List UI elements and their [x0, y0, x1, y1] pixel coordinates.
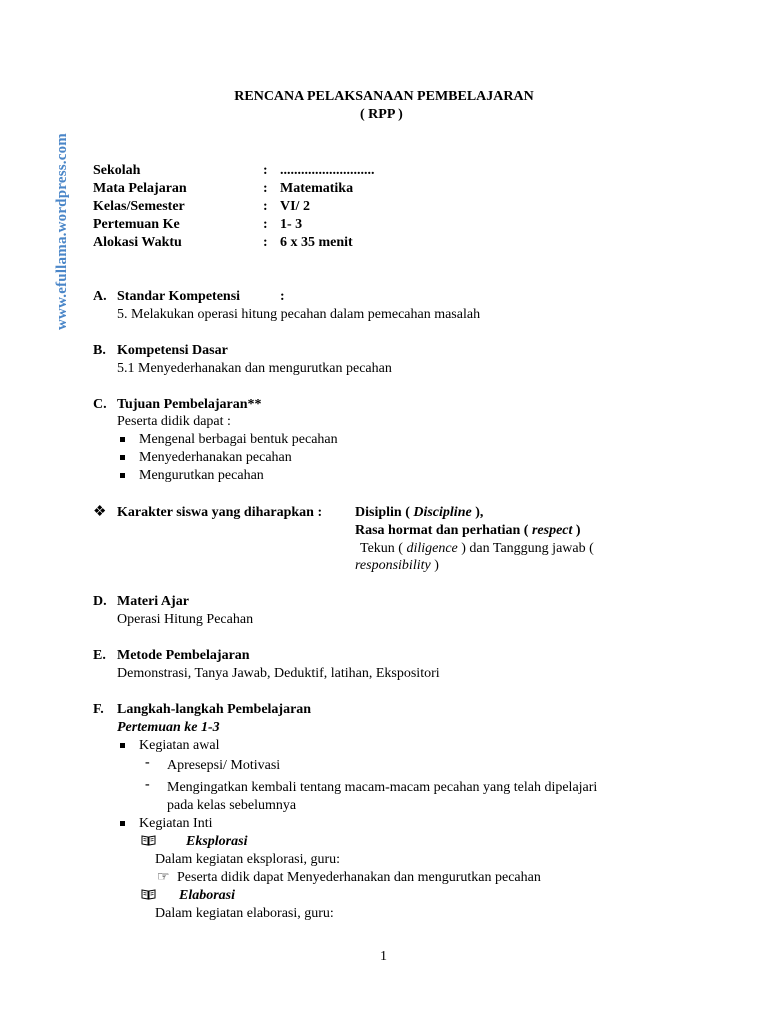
kegiatan-awal: Kegiatan awal	[139, 738, 220, 753]
dash-icon: -	[145, 777, 150, 792]
info-sep: :	[263, 235, 268, 250]
bullet-icon	[120, 473, 125, 478]
info-value: 6 x 35 menit	[280, 235, 353, 250]
karakter-line-2: Rasa hormat dan perhatian ( respect )	[355, 523, 581, 538]
watermark	[10, 95, 70, 335]
open-book-icon	[141, 889, 156, 900]
diamond-bullet-icon: ❖	[93, 504, 107, 520]
info-value: ...........................	[280, 163, 375, 178]
section-d-heading: Materi Ajar	[117, 594, 189, 609]
info-value: 1- 3	[280, 217, 303, 232]
section-e-text: Demonstrasi, Tanya Jawab, Deduktif, latihan, Ekspositori	[117, 666, 440, 681]
section-c-intro: Peserta didik dapat :	[117, 414, 231, 429]
section-b-letter: B.	[93, 343, 106, 358]
section-f-heading: Langkah-langkah Pembelajaran	[117, 702, 312, 717]
info-value: Matematika	[280, 181, 354, 196]
info-sep: :	[263, 199, 268, 214]
section-a-text: 5. Melakukan operasi hitung pecahan dalam pemecahan masalah	[117, 307, 481, 322]
elaborasi-heading: Elaborasi	[179, 888, 236, 903]
bullet-icon	[120, 821, 125, 826]
info-label: Kelas/Semester	[93, 199, 185, 214]
karakter-label: Karakter siswa yang diharapkan :	[117, 505, 323, 520]
bullet-icon	[120, 455, 125, 460]
section-d-text: Operasi Hitung Pecahan	[117, 612, 254, 627]
info-value: VI/ 2	[280, 199, 310, 214]
karakter-line-1: Disiplin ( Discipline ),	[355, 505, 484, 520]
info-sep: :	[263, 163, 268, 178]
elaborasi-intro: Dalam kegiatan elaborasi, guru:	[155, 906, 334, 921]
page-title: RENCANA PELAKSANAAN PEMBELAJARAN	[234, 89, 534, 104]
section-d-letter: D.	[93, 594, 107, 609]
section-e-heading: Metode Pembelajaran	[117, 648, 250, 663]
karakter-line-3: Tekun ( diligence ) dan Tanggung jawab (	[360, 541, 594, 556]
section-a-colon: :	[280, 289, 285, 304]
eksplorasi-item: Peserta didik dapat Menyederhanakan dan mengurutkan pecahan	[177, 870, 541, 885]
meeting-label: Pertemuan ke 1-3	[117, 720, 220, 735]
section-b-heading: Kompetensi Dasar	[117, 343, 228, 358]
pointing-hand-icon: ☞	[157, 870, 170, 885]
dash-icon: -	[145, 755, 150, 770]
info-sep: :	[263, 217, 268, 232]
list-item: Apresepsi/ Motivasi	[167, 758, 281, 773]
info-label: Pertemuan Ke	[93, 217, 180, 232]
bullet-icon	[120, 437, 125, 442]
eksplorasi-heading: Eksplorasi	[186, 834, 248, 849]
section-e-letter: E.	[93, 648, 106, 663]
section-a-letter: A.	[93, 289, 107, 304]
info-label: Mata Pelajaran	[93, 181, 187, 196]
watermark-text: www.efullama.wordpress.com	[54, 133, 70, 330]
kegiatan-inti: Kegiatan Inti	[139, 816, 213, 831]
section-c-letter: C.	[93, 397, 107, 412]
list-item: Menyederhanakan pecahan	[139, 450, 292, 465]
section-f-letter: F.	[93, 702, 104, 717]
page-number: 1	[380, 949, 387, 964]
list-item: Mengenal berbagai bentuk pecahan	[139, 432, 338, 447]
info-label: Sekolah	[93, 163, 141, 178]
karakter-line-4: responsibility )	[355, 558, 439, 573]
list-item: Mengingatkan kembali tentang macam-macam pecahan yang telah dipelajari	[167, 780, 598, 795]
eksplorasi-intro: Dalam kegiatan eksplorasi, guru:	[155, 852, 341, 867]
info-sep: :	[263, 181, 268, 196]
page-subtitle: ( RPP )	[360, 107, 403, 122]
section-a-heading: Standar Kompetensi	[117, 289, 241, 304]
bullet-icon	[120, 743, 125, 748]
list-item: Mengurutkan pecahan	[139, 468, 264, 483]
section-b-text: 5.1 Menyederhanakan dan mengurutkan pecahan	[117, 361, 392, 376]
section-c-heading: Tujuan Pembelajaran**	[117, 397, 262, 412]
info-label: Alokasi Waktu	[93, 235, 182, 250]
list-item-continued: pada kelas sebelumnya	[167, 798, 297, 813]
open-book-icon	[141, 835, 156, 846]
